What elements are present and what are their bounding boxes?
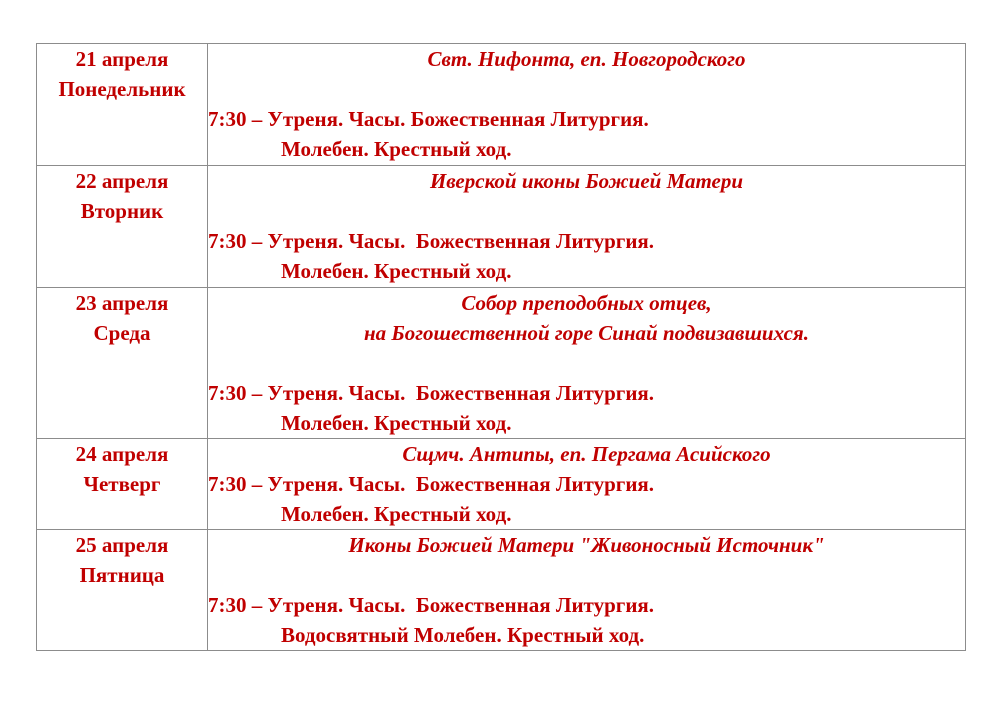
date-cell: [37, 288, 208, 439]
service-cell: [208, 44, 966, 166]
schedule-row: [37, 288, 966, 439]
weekday-text: Понедельник: [58, 77, 186, 101]
schedule-row: [37, 44, 966, 166]
date-text: 25 апреля: [75, 533, 169, 557]
service-times: 7:30 – Утреня. Часы. Божественная Литургия.: [208, 472, 655, 496]
service-times: 7:30 – Утреня. Часы. Божественная Литургия.: [208, 593, 655, 617]
service-times: 7:30 – Утреня. Часы. Божественная Литургия.: [208, 229, 655, 253]
schedule-row: [37, 439, 966, 530]
service-times: 7:30 – Утреня. Часы. Божественная Литургия.: [208, 107, 649, 131]
service-details: Молебен. Крестный ход.: [281, 411, 512, 435]
weekday-text: Среда: [93, 321, 151, 345]
schedule-table: [36, 43, 966, 651]
schedule-row: [37, 166, 966, 288]
service-times: 7:30 – Утреня. Часы. Божественная Литургия.: [208, 381, 655, 405]
service-cell: [208, 530, 966, 651]
date-text: 21 апреля: [75, 47, 169, 71]
date-cell: [37, 166, 208, 288]
feast-title: Свт. Нифонта, еп. Новгородского: [427, 47, 746, 71]
service-details: Молебен. Крестный ход.: [281, 502, 512, 526]
feast-title: Иконы Божией Матери "Живоносный Источник": [348, 533, 825, 557]
schedule-row: [37, 530, 966, 651]
date-cell: [37, 530, 208, 651]
service-details: Молебен. Крестный ход.: [281, 259, 512, 283]
feast-title-line2: на Богошественной горе Синай подвизавшихся.: [364, 321, 809, 345]
weekday-text: Четверг: [83, 472, 161, 496]
date-text: 24 апреля: [75, 442, 169, 466]
date-cell: [37, 44, 208, 166]
date-text: 22 апреля: [75, 169, 169, 193]
service-details: Молебен. Крестный ход.: [281, 137, 512, 161]
weekday-text: Вторник: [80, 199, 164, 223]
service-cell: [208, 166, 966, 288]
date-cell: [37, 439, 208, 530]
feast-title: Сщмч. Антипы, еп. Пергама Асийского: [402, 442, 771, 466]
weekday-text: Пятница: [79, 563, 165, 587]
service-cell: [208, 288, 966, 439]
service-cell: [208, 439, 966, 530]
service-details: Водосвятный Молебен. Крестный ход.: [281, 623, 645, 647]
date-text: 23 апреля: [75, 291, 169, 315]
feast-title: Собор преподобных отцев,: [461, 291, 712, 315]
feast-title: Иверской иконы Божией Матери: [429, 169, 744, 193]
